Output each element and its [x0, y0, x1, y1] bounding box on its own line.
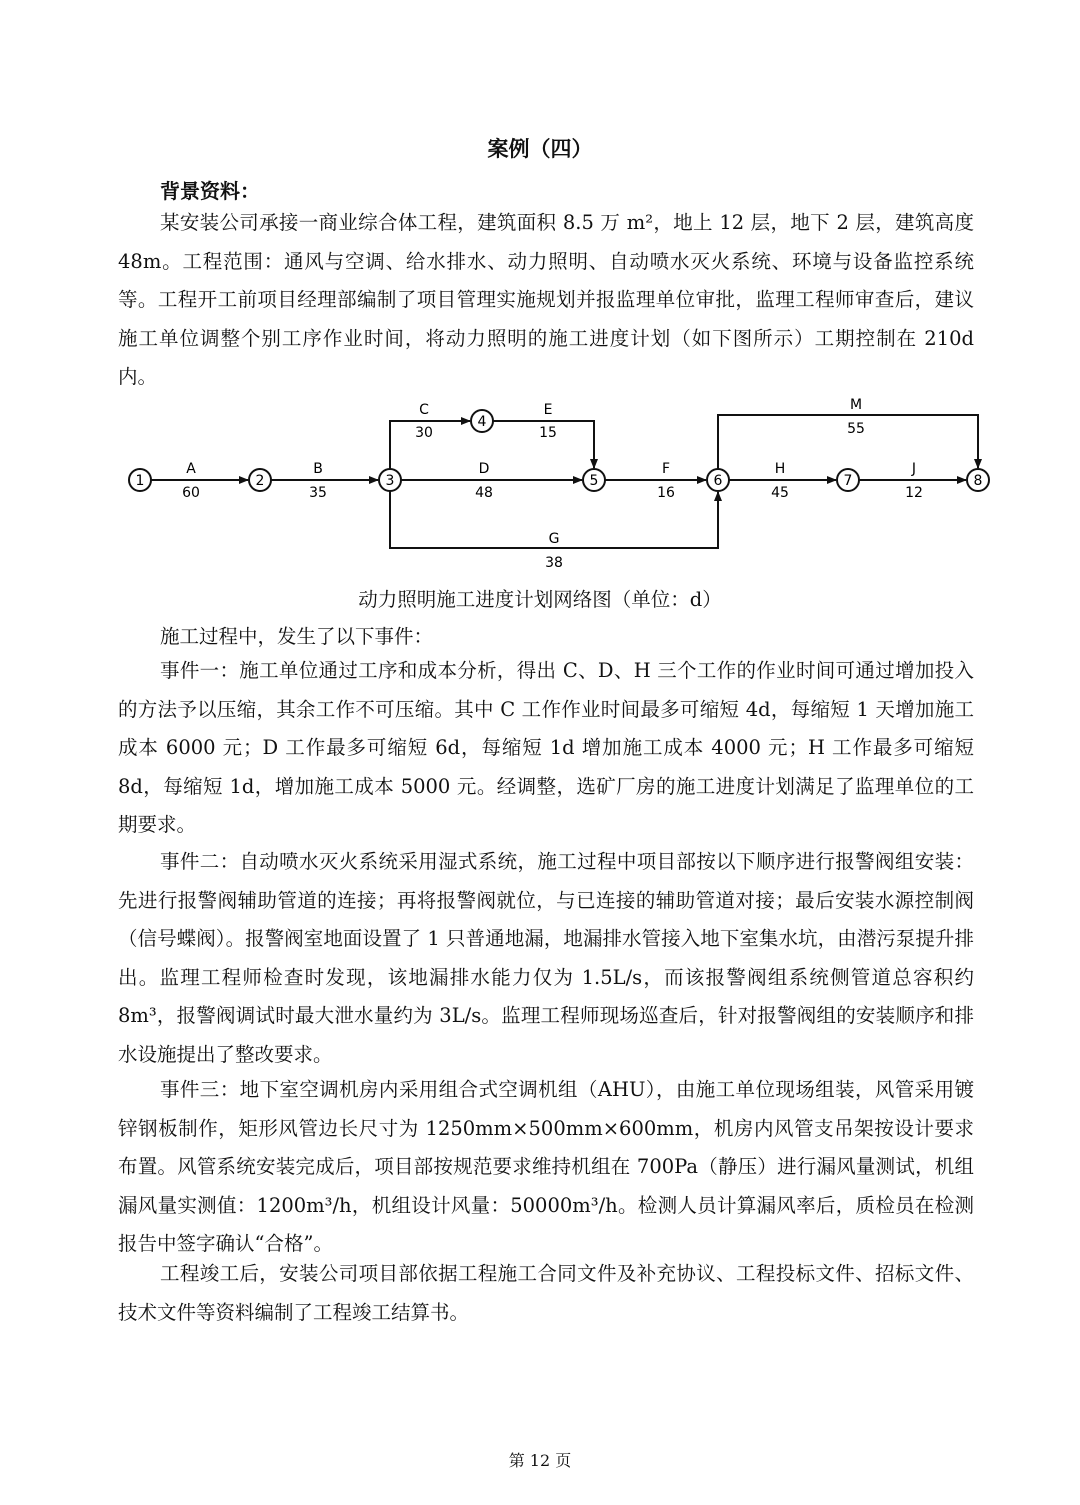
label-a-name: A: [186, 461, 196, 477]
node-6: [707, 469, 729, 491]
node-8: [967, 469, 989, 491]
node-5: [583, 469, 605, 491]
label-d-duration: 48: [475, 485, 493, 501]
event-2-paragraph: 事件二：自动喷水灭火系统采用湿式系统，施工过程中项目部按以下顺序进行报警阀组安装：先进行报警阀辅助管道的连接；再将报警阀就位，与已连接的辅助管道对接；最后安装水源控制阀（信号蝶阀）。报警阀室地面设置了 1 只普通地漏，地漏排水管接入地下室集水坑，由潜污泵提升排出。监理工程师检查时发现，该地漏排水能力仅为 1.5L/s，而该报警阀组系统侧管道总容积约 8m³，报警阀调试时最大泄水量约为 3L/s。监理工程师现场巡查后，针对报警阀组的安装顺序和排水设施提出了整改要求。: [118, 850, 974, 1066]
label-c-name: C: [419, 402, 429, 418]
closing-paragraph: 工程竣工后，安装公司项目部依据工程施工合同文件及补充协议、工程投标文件、招标文件、技术文件等资料编制了工程竣工结算书。: [118, 1262, 974, 1324]
node-2: [249, 469, 271, 491]
label-g-name: G: [548, 531, 560, 547]
label-b-duration: 35: [309, 485, 327, 501]
node-7: [837, 469, 859, 491]
label-j-duration: 12: [905, 485, 923, 501]
svg-text:3: 3: [385, 473, 395, 489]
label-b-name: B: [313, 461, 323, 477]
label-g-duration: 38: [545, 555, 563, 571]
label-m-duration: 55: [847, 421, 865, 437]
svg-text:1: 1: [135, 473, 145, 489]
label-d-name: D: [478, 461, 490, 477]
network-diagram: [118, 395, 992, 575]
label-h-duration: 45: [771, 485, 789, 501]
svg-text:2: 2: [255, 473, 265, 489]
label-m-name: M: [849, 397, 863, 413]
node-4: [471, 410, 493, 432]
case-title: 案例（四）: [487, 137, 593, 161]
label-h-name: H: [774, 461, 786, 477]
svg-text:4: 4: [477, 414, 487, 430]
label-a-duration: 60: [182, 485, 200, 501]
intro-paragraph: 某安装公司承接一商业综合体工程，建筑面积 8.5 万 m²，地上 12 层，地下 2 层，建筑高度 48m。工程范围：通风与空调、给水排水、动力照明、自动喷水灭火系统、环境与设备监控系统等。工程开工前项目经理部编制了项目管理实施规划并报监理单位审批，监理工程师审查后，建议施工单位调整个别工序作业时间，将动力照明的施工进度计划（如下图所示）工期控制在 210d 内。: [118, 211, 974, 388]
event-3-paragraph: 事件三：地下室空调机房内采用组合式空调机组（AHU），由施工单位现场组装，风管采用镀锌钢板制作，矩形风管边长尺寸为 1250mm×500mm×600mm，机房内风管支吊架按设计要求布置。风管系统安装完成后，项目部按规范要求维持机组在 700Pa（静压）进行漏风量测试，机组漏风量实测值：1200m³/h，机组设计风量：50000m³/h。检测人员计算漏风率后，质检员在检测报告中签字确认“合格”。: [118, 1078, 974, 1255]
page-number: 第 12 页: [508, 1451, 572, 1470]
label-c-duration: 30: [415, 425, 433, 441]
background-heading: 背景资料：: [160, 179, 260, 203]
label-f-duration: 16: [657, 485, 675, 501]
svg-text:8: 8: [973, 473, 983, 489]
label-e-duration: 15: [539, 425, 557, 441]
label-f-name: F: [661, 461, 671, 477]
events-intro: 施工过程中，发生了以下事件：: [160, 625, 434, 648]
node-3: [379, 469, 401, 491]
label-e-name: E: [543, 402, 553, 418]
svg-text:5: 5: [589, 473, 599, 489]
event-1-paragraph: 事件一：施工单位通过工序和成本分析，得出 C、D、H 三个工作的作业时间可通过增加投入的方法予以压缩，其余工作不可压缩。其中 C 工作作业时间最多可缩短 4d，每缩短 1 天增加施工成本 6000 元；D 工作最多可缩短 6d，每缩短 1d 增加施工成本 4000 元；H 工作最多可缩短 8d，每缩短 1d，增加施工成本 5000 元。经调整，选矿厂房的施工进度计划满足了监理单位的工期要求。: [118, 659, 974, 836]
svg-text:7: 7: [843, 473, 853, 489]
svg-text:6: 6: [713, 473, 723, 489]
diagram-caption: 动力照明施工进度计划网络图（单位：d）: [358, 588, 722, 611]
label-j-name: J: [911, 461, 917, 477]
node-1: [129, 469, 151, 491]
